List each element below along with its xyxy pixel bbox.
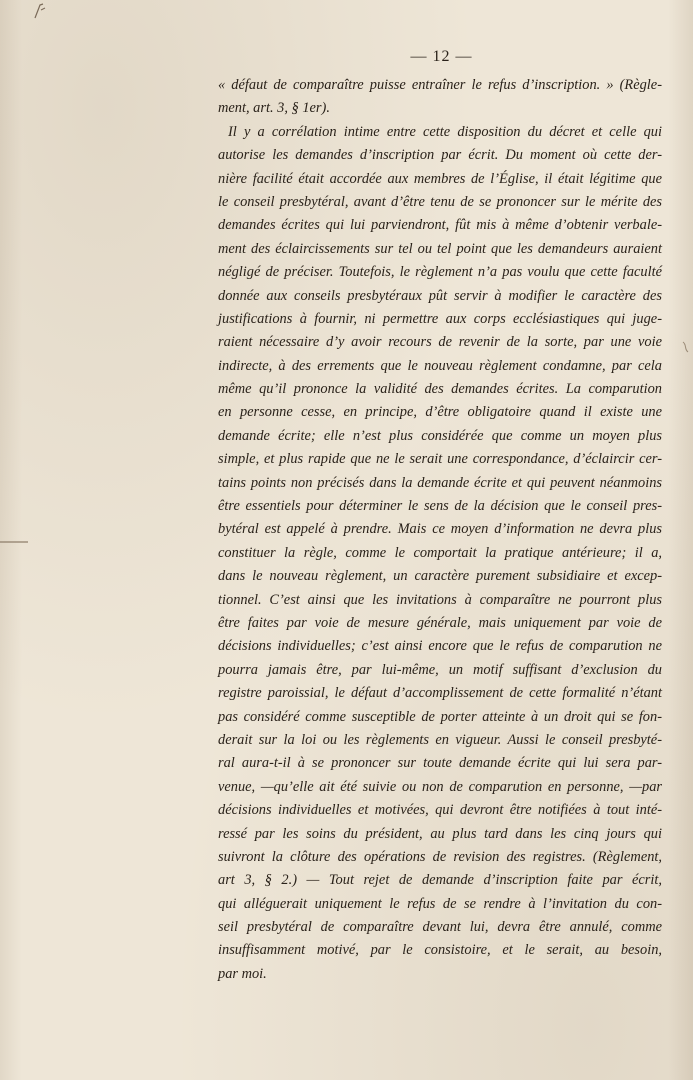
margin-tick-mark (0, 541, 28, 543)
text-line: même qu’il prononce la validité des demandes écrites. La comparution (218, 381, 662, 398)
text-line: registre paroissial, le défaut d’accomplissement de cette formalité n’étant (218, 685, 662, 702)
body-text (218, 74, 662, 986)
text-line: tionnel. C’est ainsi que les invitations à comparaître ne pourront plus (218, 591, 662, 608)
text-line: tains points non précisés dans la demande écrite et qui peuvent néanmoins (218, 474, 662, 491)
text-line: « défaut de comparaître puisse entraîner le refus d’inscription. » (Règle- (218, 77, 662, 93)
text-line: le conseil presbytéral, avant d’être tenu de se prononcer sur le mérite des (218, 193, 662, 210)
text-line: être essentiels pour déterminer le sens de la décision que le conseil pres- (218, 498, 662, 515)
paragraph (218, 74, 662, 121)
text-line: en personne cesse, en principe, d’être obligatoire quand il existe une (218, 404, 662, 421)
text-line: négligé de préciser. Toutefois, le règlement n’a pas voulu que cette faculté (218, 264, 662, 281)
text-line: bytéral est appelé à prendre. Mais ce moyen d’information ne devra plus (218, 521, 662, 538)
text-line: nière facilité était accordée aux membres de l’Église, il était légitime que (218, 170, 662, 187)
text-line: demande écrite; elle n’est plus considérée que comme un moyen plus (218, 427, 662, 444)
text-line: insuffisamment motivé, par le consistoire, et le serait, au besoin, (218, 942, 662, 959)
text-line: seil presbytéral de comparaître devant lui, devra être annulé, comme (218, 919, 662, 936)
text-line: dans le nouveau règlement, un caractère purement subsidiaire et excep- (218, 568, 662, 585)
text-line: pourra jamais être, par lui-même, un motif suffisant d’exclusion du (218, 661, 662, 678)
text-line: ment, art. 3, § 1er). (218, 100, 330, 117)
text-line: par moi. (218, 965, 267, 982)
text-line: ral aura-t-il à se prononcer sur toute demande écrite qui lui sera par- (218, 755, 662, 772)
text-line: venue, —qu’elle ait été suivie ou non de comparution en personne, —par (218, 778, 662, 795)
text-line: ressé par les soins du président, au plus tard dans les cinq jours qui (218, 825, 662, 842)
text-line: décisions individuelles et motivées, qui devront être notifiées à tout inté- (218, 802, 662, 819)
text-line: justifications à fournir, ni permettre aux corps ecclésiastiques qui juge- (218, 310, 662, 327)
text-line: autorise les demandes d’inscription par écrit. Du moment où cette der- (218, 147, 662, 164)
text-line: constituer la règle, comme le comportait la pratique antérieure; il a, (218, 544, 662, 561)
text-line: pas considéré comme susceptible de porter atteinte à un droit qui se fon- (218, 708, 662, 725)
text-line: Il y a corrélation intime entre cette disposition du décret et celle qui (228, 123, 662, 140)
text-line: indirecte, à des errements que le nouveau règlement condamne, par cela (218, 357, 662, 374)
page-number: — 12 — (410, 48, 473, 65)
margin-mark (681, 340, 691, 354)
text-line: décisions individuelles; c’est ainsi encore que le refus de comparution ne (218, 638, 662, 655)
text-line: art 3, § 2.) — Tout rejet de demande d’inscription faite par écrit, (218, 872, 662, 889)
text-line: demandes écrites qui lui parviendront, fût mis à même d’obtenir verbale- (218, 217, 662, 234)
text-line: ment des éclaircissements sur tel ou tel point que les demandeurs auraient (218, 240, 662, 257)
text-line: être faites par voie de mesure générale, mais uniquement par voie de (218, 614, 662, 631)
text-line: raient nécessaire d’y avoir recours de revenir de la sorte, par une voie (218, 334, 662, 351)
text-line: simple, et plus rapide que ne le serait une correspondance, d’éclaircir cer- (218, 451, 662, 468)
text-line: derait sur la loi ou les règlements en vigueur. Aussi le conseil presbyté- (218, 731, 662, 748)
text-line: suivront la clôture des opérations de revision des registres. (Règlement, (218, 848, 662, 865)
text-line: qui alléguerait uniquement le refus de se rendre à l’invitation du con- (218, 895, 662, 912)
pencil-mark (33, 2, 47, 20)
paragraph (218, 121, 662, 986)
text-line: donnée aux conseils presbytéraux pût servir à modifier le caractère des (218, 287, 662, 304)
